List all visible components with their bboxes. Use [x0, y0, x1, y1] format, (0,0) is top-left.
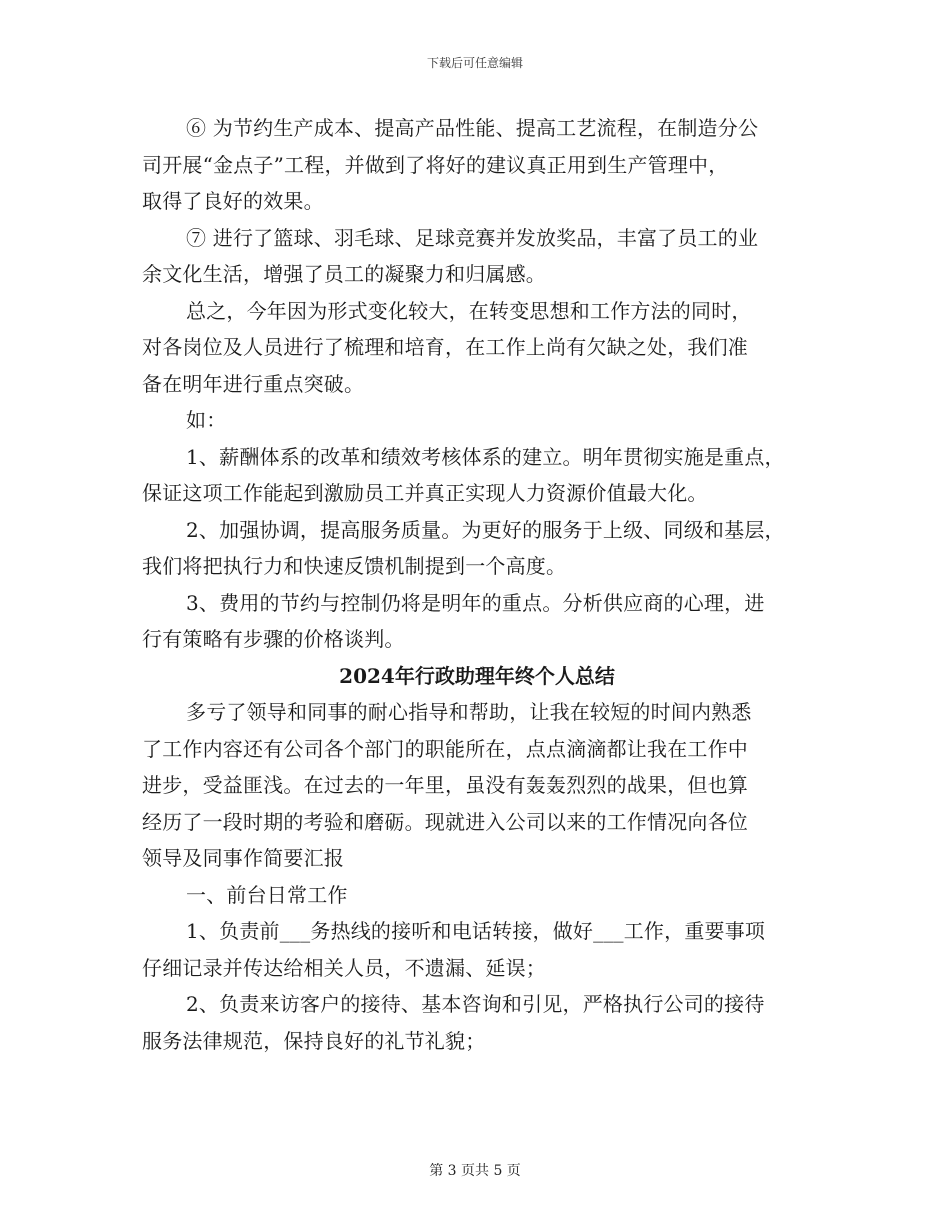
text-line: 总之，今年因为形式变化较大，在转变思想和工作方法的同时，	[186, 298, 752, 323]
text-line: 保证这项工作能起到激励员工并真正实现人力资源价值最大化。	[142, 481, 708, 505]
section-title: 2024年行政助理年终个人总结	[339, 663, 615, 688]
text-line: 2、加强协调，提高服务质量。为更好的服务于上级、同级和基层，	[186, 517, 785, 542]
document-body	[142, 110, 822, 1059]
text-line: 一、前台日常工作	[186, 882, 348, 907]
text-line: ⑥ 为节约生产成本、提高产品性能、提高工艺流程，在制造分公	[186, 116, 759, 140]
text-line: 领导及同事作简要汇报	[142, 846, 344, 870]
text-line: 1、薪酬体系的改革和绩效考核体系的建立。明年贯彻实施是重点，	[186, 444, 785, 469]
text-line: 服务法律规范，保持良好的礼节礼貌；	[142, 1028, 486, 1053]
text-line: 2、负责来访客户的接待、基本咨询和引见，严格执行公司的接待	[186, 992, 765, 1016]
text-line: 余文化生活，增强了员工的凝聚力和归属感。	[142, 262, 546, 286]
text-line: 了工作内容还有公司各个部门的职能所在，点点滴滴都让我在工作中	[142, 736, 748, 761]
text-line: 3、费用的节约与控制仍将是明年的重点。分析供应商的心理，进	[186, 590, 765, 615]
text-line: 取得了良好的效果。	[142, 189, 324, 213]
page-footer: 第 3 页共 5 页	[429, 1163, 521, 1179]
page-header: 下载后可任意编辑	[426, 56, 523, 70]
text-line: 多亏了领导和同事的耐心指导和帮助，让我在较短的时间内熟悉	[186, 700, 752, 724]
text-line: 司开展“金点子”工程，并做到了将好的建议真正用到生产管理中，	[142, 152, 729, 177]
text-line: 进步，受益匪浅。在过去的一年里，虽没有轰轰烈烈的战果，但也算	[142, 773, 748, 797]
text-line: 对各岗位及人员进行了梳理和培育，在工作上尚有欠缺之处，我们准	[142, 335, 748, 359]
text-line: 行有策略有步骤的价格谈判。	[142, 627, 405, 651]
text-line: 如：	[186, 408, 227, 432]
text-line: 仔细记录并传达给相关人员，不遗漏、延误；	[142, 955, 546, 980]
text-line: 我们将把执行力和快速反馈机制提到一个高度。	[142, 554, 567, 578]
text-line: 经历了一段时期的考验和磨砺。现就进入公司以来的工作情况向各位	[142, 809, 748, 834]
text-line: ⑦ 进行了篮球、羽毛球、足球竞赛并发放奖品，丰富了员工的业	[186, 225, 759, 250]
text-line: 备在明年进行重点突破。	[142, 371, 365, 396]
text-line: 1、负责前___务热线的接听和电话转接，做好___工作，重要事项	[186, 919, 766, 943]
